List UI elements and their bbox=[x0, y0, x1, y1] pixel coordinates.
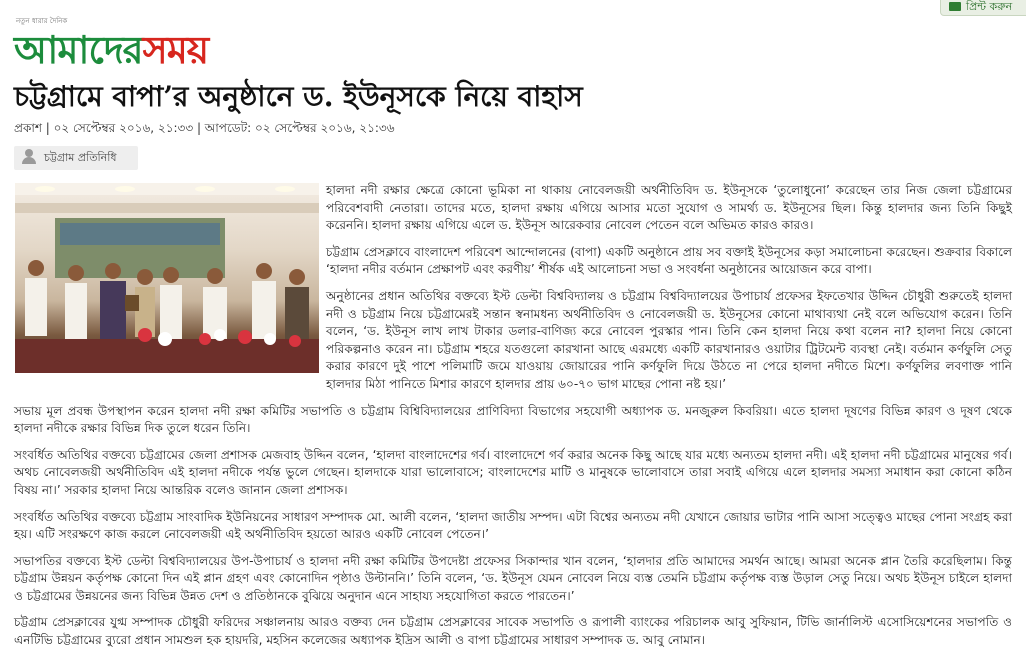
article-body bbox=[14, 182, 1012, 659]
article-paragraph: হালদা নদী রক্ষার ক্ষেত্রে কোনো ভূমিকা না থাকায় নোবেলজয়ী অর্থনীতিবিদ ড. ইউনূসকে ‘তুলোধুনো’ করেছেন তার নিজ জেলা চট্টগ্রামের পরিবেশবাদী নেতারা। তাদের মতে, হালদা রক্ষায় এগিয়ে আসার মতো সুযোগ ও সামর্থ্য ড. ইউনূসের ছিল। কিন্তু হালদার জন্য তিনি কিছুই করেননি। হালদা রক্ষায় এগিয়ে এলে ড. ইউনূস আরেকবার নোবেল পেতেন বলে অভিমত কারও কারও। bbox=[326, 183, 1012, 233]
reporter-badge[interactable] bbox=[14, 146, 138, 170]
article-paragraph: চট্টগ্রাম প্রেসক্লাবে বাংলাদেশ পরিবেশ আন্দোলনের (বাপা) একটি অনুষ্ঠানে প্রায় সব বক্তাই ইউনূসের কড়া সমালোচনা করেছেন। শুক্রবার বিকালে ‘হালদা নদীর বর্তমান প্রেক্ষাপট এবং করণীয়’ শীর্ষক এই আলোচনা সভা ও সংবর্ধনা অনুষ্ঠানের আয়োজন করে বাপা। bbox=[326, 244, 1012, 277]
logo-part-1: আমাদের bbox=[14, 27, 143, 72]
article-paragraph: অনুষ্ঠানের প্রধান অতিথির বক্তব্যে ইস্ট ডেল্টা বিশ্ববিদ্যালয় ও চট্টগ্রাম বিশ্ববিদ্যালয়ের উপাচার্য প্রফেসর ইফতেখার উদ্দিন চৌধুরী শুরুতেই হালদা নদী ও চট্টগ্রাম নিয়ে চট্টগ্রামেরই সন্তান স্বনামধন্য অর্থনীতিবিদ ও নোবেলজয়ী ড. ইউনূসের কোনো মাথাব্যথা নেই বলে অভিযোগ করেন। তিনি বলেন, ‘ড. ইউনূস লাখ লাখ টাকার ডলার-বাণিজ্য করে নোবেল পুরস্কার পান। তিনি কেন হালদা নিয়ে কথা বলেন না? হালদা নিয়ে কোনো পরিকল্পনাও করেন না। চট্টগ্রাম শহরে যতগুলো কারখানা আছে এরমধ্যে একটি কারখানারও ওয়াটার ট্রিটমেন্ট ব্যবস্থা নেই। বর্তমান কর্ণফুলি সেতু করার কারণে দুই পাশে পলিমাটি জমে যাওয়ায় জোয়ারের পানি কর্ণফুলি দিয়ে উঠতে না পেরে হালদা নদীতে মিশে। কর্ণফুলির লবণাক্ত পানি হালদার মিঠা পানিতে মিশার কারণে হালদার প্রায় ৬০-৭০ ভাগ মাছের পোনা নষ্ট হয়।’ bbox=[326, 288, 1012, 391]
masthead-tagline: নতুন ধারার দৈনিক bbox=[16, 17, 68, 25]
print-button-label: প্রিন্ট করুন bbox=[966, 0, 1013, 13]
masthead-logo[interactable] bbox=[14, 8, 254, 72]
article-headline: চট্টগ্রামে বাপা’র অনুষ্ঠানে ড. ইউনূসকে নিয়ে বাহাস bbox=[14, 80, 583, 113]
photo-spacer bbox=[14, 182, 326, 381]
print-button[interactable] bbox=[940, 0, 1026, 16]
printer-icon bbox=[949, 2, 961, 11]
article-paragraph: সভায় মূল প্রবন্ধ উপস্থাপন করেন হালদা নদী রক্ষা কমিটির সভাপতি ও চট্টগ্রাম বিশ্বিবিদ্যালয়ের প্রাণিবিদ্যা বিভাগের সহযোগী অধ্যাপক ড. মনজুরুল কিবরিয়া। এতে হালদা দূষণের বিভিন্ন কারণ ও দূষণ থেকে হালদা নদীকে রক্ষার বিভিন্ন দিক তুলে ধরেন তিনি। bbox=[14, 403, 1012, 436]
logo-part-2: সময় bbox=[142, 27, 209, 72]
article-paragraph: সংবর্ধিত অতিথির বক্তব্যে চট্টগ্রাম সাংবাদিক ইউনিয়নের সাধারণ সম্পাদক মো. আলী বলেন, ‘হালদা জাতীয় সম্পদ। এটা বিশ্বের অন্যতম নদী যেখানে জোয়ার ভাটার পানি আসা সত্ত্বেও মাছের পোনা সংগ্রহ করা হয়। এটি সংরক্ষণে কাজ করলে নোবেলজয়ী এই অর্থনীতিবিদ হয়তো আরও একটি নোবেল পেতেন।’ bbox=[14, 509, 1012, 542]
article-meta: প্রকাশ | ০২ সেপ্টেম্বর ২০১৬, ২১:৩৩ | আপডেট: ০২ সেপ্টেম্বর ২০১৬, ২১:৩৬ bbox=[14, 121, 395, 135]
user-icon bbox=[20, 148, 38, 164]
article-paragraph: চট্টগ্রাম প্রেসক্লাবের যুগ্ম সম্পাদক চৌধুরী ফরিদের সঞ্চালনায় আরও বক্তব্য দেন চট্টগ্রাম প্রেসক্লাবের সাবেক সভাপতি ও রূপালী ব্যাংকের পরিচালক আবু সুফিয়ান, টিভি জার্নালিস্ট এসোসিয়েশনের সভাপতি ও এনটিভি চট্টগ্রামের ব্যুরো প্রধান সামশুল হক হায়দরি, মহসিন কলেজের অধ্যাপক ইদ্রিস আলী ও বাপা চট্টগ্রামের সাধারণ সম্পাদক ড. আবু নোমান। bbox=[14, 615, 1012, 648]
article-paragraph: সংবর্ধিত অতিথির বক্তব্যে চট্টগ্রামের জেলা প্রশাসক মেজবাহ উদ্দিন বলেন, ‘হালদা বাংলাদেশের গর্ব। বাংলাদেশে গর্ব করার অনেক কিছু আছে যার মধ্যে অন্যতম হালদা নদী। এই হালদা নদী চট্টগ্রামের মানুষের গর্ব। অথচ নোবেলজয়ী অর্থনীতিবিদ এই হালদা নদীকে পর্যন্ত ভুলে গেছেন। হালদাকে যারা ভালোবাসে; বাংলাদেশের মাটি ও মানুষকে ভালোবাসে তারা সবাই এগিয়ে এলে হালদার সমস্যা সমাধান করা কোনো কঠিন বিষয় না।’ সরকার হালদা নিয়ে আন্তরিক বলেও জানান জেলা প্রশাসক। bbox=[14, 447, 1012, 497]
article-paragraph: সভাপতির বক্তব্যে ইস্ট ডেল্টা বিশ্ববিদ্যালয়ের উপ-উপাচার্য ও হালদা নদী রক্ষা কমিটির উপদেষ্টা প্রফেসর সিকান্দার খান বলেন, ‘হালদার প্রতি আমাদের সমর্থন আছে। আমরা অনেক প্লান তৈরি করেছিলাম। কিন্তু চট্টগ্রাম উন্নয়ন কর্তৃপক্ষ কোনো দিন এই প্লান গ্রহণ এবং কোনোদিন পৃষ্ঠাও উল্টাননি।’ তিনি বলেন, ‘ড. ইউনূস যেমন নোবেল নিয়ে ব্যস্ত তেমনি চট্টগ্রাম কর্তৃপক্ষ ব্যস্ত উড়াল সেতু নিয়ে। অথচ ইউনূস চাইলে হালদা ও চট্টগ্রামের উন্নয়নের জন্য বিভিন্ন উন্নত দেশ ও প্রতিষ্ঠানকে বুঝিয়ে অনুদান এনে সাহায্য সহযোগিতা করতে পারতেন।’ bbox=[14, 553, 1012, 603]
reporter-name: চট্টগ্রাম প্রতিনিধি bbox=[44, 151, 117, 164]
